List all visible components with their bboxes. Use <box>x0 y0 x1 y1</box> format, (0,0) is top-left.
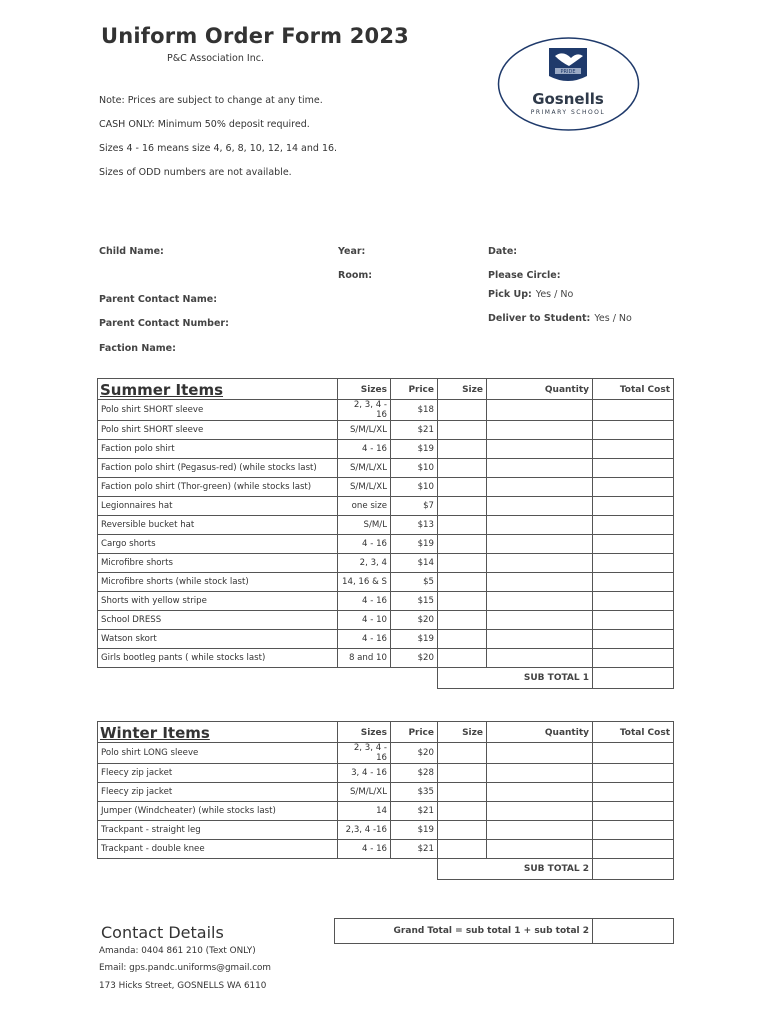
item-name: Microfibre shorts <box>98 554 338 573</box>
item-sizes: 3, 4 - 16 <box>338 764 391 783</box>
note-odd-sizes: Sizes of ODD numbers are not available. <box>99 167 292 178</box>
table-row <box>98 573 674 592</box>
item-price: $7 <box>391 497 438 516</box>
note-sizes: Sizes 4 - 16 means size 4, 6, 8, 10, 12, 14 and 16. <box>99 143 338 154</box>
deliver-options[interactable]: Yes / No <box>594 313 632 324</box>
please-circle-label: Please Circle: <box>488 270 561 281</box>
col-size: Size <box>438 379 487 400</box>
size-input-cell[interactable] <box>438 821 487 840</box>
item-name: Watson skort <box>98 630 338 649</box>
size-input-cell[interactable] <box>438 554 487 573</box>
item-sizes: 2,3, 4 -16 <box>338 821 391 840</box>
size-input-cell[interactable] <box>438 478 487 497</box>
col-price: Price <box>391 722 438 743</box>
size-input-cell[interactable] <box>438 459 487 478</box>
total-cost-cell[interactable] <box>593 821 674 840</box>
quantity-input-cell[interactable] <box>487 421 593 440</box>
table-row <box>98 592 674 611</box>
year-label: Year: <box>338 246 366 257</box>
grand-total-field[interactable] <box>593 919 674 944</box>
quantity-input-cell[interactable] <box>487 554 593 573</box>
item-price: $35 <box>391 783 438 802</box>
total-cost-cell[interactable] <box>593 535 674 554</box>
item-sizes: 4 - 16 <box>338 840 391 859</box>
quantity-input-cell[interactable] <box>487 400 593 421</box>
col-price: Price <box>391 379 438 400</box>
size-input-cell[interactable] <box>438 611 487 630</box>
pick-up-options[interactable]: Yes / No <box>535 289 574 300</box>
total-cost-cell[interactable] <box>593 478 674 497</box>
col-quantity: Quantity <box>487 722 593 743</box>
item-sizes: 4 - 16 <box>338 440 391 459</box>
item-sizes: 4 - 16 <box>338 535 391 554</box>
winter-items-table <box>97 721 674 880</box>
quantity-input-cell[interactable] <box>487 840 593 859</box>
form-title: Uniform Order Form 2023 <box>101 24 409 48</box>
faction-name-label: Faction Name: <box>99 343 176 354</box>
table-row <box>98 802 674 821</box>
item-name: Trackpant - straight leg <box>98 821 338 840</box>
size-input-cell[interactable] <box>438 497 487 516</box>
spacer <box>98 859 438 880</box>
note-prices: Note: Prices are subject to change at any time. <box>99 95 323 106</box>
summer-items-table <box>97 378 674 689</box>
item-name: Reversible bucket hat <box>98 516 338 535</box>
item-name: Shorts with yellow stripe <box>98 592 338 611</box>
date-label: Date: <box>488 246 518 257</box>
deliver-label: Deliver to Student: <box>488 313 591 324</box>
quantity-input-cell[interactable] <box>487 743 593 764</box>
subtotal-1-label: SUB TOTAL 1 <box>438 668 593 689</box>
size-input-cell[interactable] <box>438 440 487 459</box>
size-input-cell[interactable] <box>438 840 487 859</box>
size-input-cell[interactable] <box>438 764 487 783</box>
grand-total-table <box>334 918 674 944</box>
col-size: Size <box>438 722 487 743</box>
total-cost-cell[interactable] <box>593 516 674 535</box>
table-row <box>98 743 674 764</box>
total-cost-cell[interactable] <box>593 573 674 592</box>
item-name: Girls bootleg pants ( while stocks last) <box>98 649 338 668</box>
total-cost-cell[interactable] <box>593 421 674 440</box>
item-name: Cargo shorts <box>98 535 338 554</box>
total-cost-cell[interactable] <box>593 554 674 573</box>
table-row <box>98 783 674 802</box>
deliver-row <box>488 313 632 324</box>
item-price: $20 <box>391 649 438 668</box>
item-price: $19 <box>391 440 438 459</box>
size-input-cell[interactable] <box>438 630 487 649</box>
size-input-cell[interactable] <box>438 802 487 821</box>
total-cost-cell[interactable] <box>593 592 674 611</box>
item-name: Fleecy zip jacket <box>98 783 338 802</box>
col-quantity: Quantity <box>487 379 593 400</box>
item-sizes: 4 - 10 <box>338 611 391 630</box>
col-sizes: Sizes <box>338 722 391 743</box>
quantity-input-cell[interactable] <box>487 573 593 592</box>
item-sizes: 14 <box>338 802 391 821</box>
quantity-input-cell[interactable] <box>487 821 593 840</box>
total-cost-cell[interactable] <box>593 802 674 821</box>
parent-contact-number-label: Parent Contact Number: <box>99 318 229 329</box>
spacer <box>98 668 438 689</box>
item-price: $19 <box>391 630 438 649</box>
total-cost-cell[interactable] <box>593 440 674 459</box>
item-price: $15 <box>391 592 438 611</box>
item-sizes: 4 - 16 <box>338 592 391 611</box>
table-row <box>98 821 674 840</box>
table-row <box>98 764 674 783</box>
item-price: $10 <box>391 459 438 478</box>
summer-heading: Summer Items <box>98 379 338 400</box>
total-cost-cell[interactable] <box>593 400 674 421</box>
size-input-cell[interactable] <box>438 783 487 802</box>
quantity-input-cell[interactable] <box>487 592 593 611</box>
size-input-cell[interactable] <box>438 516 487 535</box>
total-cost-cell[interactable] <box>593 783 674 802</box>
size-input-cell[interactable] <box>438 400 487 421</box>
quantity-input-cell[interactable] <box>487 478 593 497</box>
quantity-input-cell[interactable] <box>487 630 593 649</box>
subtotal-2-field[interactable] <box>593 859 674 880</box>
item-sizes: 4 - 16 <box>338 630 391 649</box>
size-input-cell[interactable] <box>438 649 487 668</box>
table-row <box>98 649 674 668</box>
quantity-input-cell[interactable] <box>487 535 593 554</box>
total-cost-cell[interactable] <box>593 611 674 630</box>
quantity-input-cell[interactable] <box>487 611 593 630</box>
item-name: Polo shirt LONG sleeve <box>98 743 338 764</box>
size-input-cell[interactable] <box>438 535 487 554</box>
item-name: Polo shirt SHORT sleeve <box>98 400 338 421</box>
item-name: Fleecy zip jacket <box>98 764 338 783</box>
item-price: $28 <box>391 764 438 783</box>
logo-school-sub: PRIMARY SCHOOL <box>530 109 606 116</box>
item-name: Jumper (Windcheater) (while stocks last) <box>98 802 338 821</box>
note-cash: CASH ONLY: Minimum 50% deposit required. <box>99 119 310 130</box>
parent-contact-name-label: Parent Contact Name: <box>99 294 218 305</box>
size-input-cell[interactable] <box>438 743 487 764</box>
size-input-cell[interactable] <box>438 592 487 611</box>
item-sizes: S/M/L/XL <box>338 783 391 802</box>
table-row <box>98 400 674 421</box>
quantity-input-cell[interactable] <box>487 497 593 516</box>
total-cost-cell[interactable] <box>593 459 674 478</box>
item-price: $5 <box>391 573 438 592</box>
item-price: $21 <box>391 840 438 859</box>
subtotal-2-label: SUB TOTAL 2 <box>438 859 593 880</box>
logo-school-name: Gosnells <box>532 90 604 108</box>
item-price: $18 <box>391 400 438 421</box>
logo-banner: PRIDE <box>560 69 576 75</box>
item-name: Faction polo shirt (Thor-green) (while stocks last) <box>98 478 338 497</box>
subtotal-1-field[interactable] <box>593 668 674 689</box>
table-row <box>98 554 674 573</box>
total-cost-cell[interactable] <box>593 764 674 783</box>
item-price: $19 <box>391 535 438 554</box>
quantity-input-cell[interactable] <box>487 764 593 783</box>
total-cost-cell[interactable] <box>593 630 674 649</box>
item-name: Legionnaires hat <box>98 497 338 516</box>
contact-address: 173 Hicks Street, GOSNELLS WA 6110 <box>99 981 267 991</box>
item-price: $13 <box>391 516 438 535</box>
item-price: $21 <box>391 421 438 440</box>
quantity-input-cell[interactable] <box>487 649 593 668</box>
table-row <box>98 440 674 459</box>
quantity-input-cell[interactable] <box>487 783 593 802</box>
pick-up-label: Pick Up: <box>488 289 532 300</box>
size-input-cell[interactable] <box>438 421 487 440</box>
table-row <box>98 611 674 630</box>
item-name: Faction polo shirt <box>98 440 338 459</box>
item-price: $14 <box>391 554 438 573</box>
total-cost-cell[interactable] <box>593 497 674 516</box>
contact-title: Contact Details <box>101 923 224 942</box>
item-price: $20 <box>391 743 438 764</box>
item-sizes: 2, 3, 4 <box>338 554 391 573</box>
contact-email: Email: gps.pandc.uniforms@gmail.com <box>99 963 271 973</box>
item-name: Faction polo shirt (Pegasus-red) (while stocks last) <box>98 459 338 478</box>
item-name: Trackpant - double knee <box>98 840 338 859</box>
item-price: $19 <box>391 821 438 840</box>
table-row <box>98 421 674 440</box>
quantity-input-cell[interactable] <box>487 516 593 535</box>
pick-up-row <box>488 289 573 300</box>
item-price: $21 <box>391 802 438 821</box>
size-input-cell[interactable] <box>438 573 487 592</box>
quantity-input-cell[interactable] <box>487 459 593 478</box>
total-cost-cell[interactable] <box>593 840 674 859</box>
item-sizes: one size <box>338 497 391 516</box>
table-row <box>98 840 674 859</box>
item-sizes: S/M/L/XL <box>338 478 391 497</box>
table-row <box>98 516 674 535</box>
total-cost-cell[interactable] <box>593 649 674 668</box>
item-sizes: S/M/L/XL <box>338 421 391 440</box>
item-name: Microfibre shorts (while stock last) <box>98 573 338 592</box>
item-name: School DRESS <box>98 611 338 630</box>
quantity-input-cell[interactable] <box>487 802 593 821</box>
table-row <box>98 459 674 478</box>
item-sizes: 2, 3, 4 - 16 <box>338 743 391 764</box>
item-sizes: S/M/L/XL <box>338 459 391 478</box>
item-sizes: S/M/L <box>338 516 391 535</box>
item-sizes: 14, 16 & S <box>338 573 391 592</box>
col-total-cost: Total Cost <box>593 722 674 743</box>
col-sizes: Sizes <box>338 379 391 400</box>
table-row <box>98 497 674 516</box>
table-row <box>98 478 674 497</box>
room-label: Room: <box>338 270 373 281</box>
quantity-input-cell[interactable] <box>487 440 593 459</box>
item-name: Polo shirt SHORT sleeve <box>98 421 338 440</box>
school-logo <box>497 36 640 132</box>
col-total-cost: Total Cost <box>593 379 674 400</box>
winter-heading: Winter Items <box>98 722 338 743</box>
grand-total-label: Grand Total = sub total 1 + sub total 2 <box>335 919 593 944</box>
table-row <box>98 630 674 649</box>
item-sizes: 8 and 10 <box>338 649 391 668</box>
table-row <box>98 535 674 554</box>
item-price: $10 <box>391 478 438 497</box>
item-sizes: 2, 3, 4 - 16 <box>338 400 391 421</box>
association-name: P&C Association Inc. <box>167 53 264 64</box>
child-name-label: Child Name: <box>99 246 164 257</box>
item-price: $20 <box>391 611 438 630</box>
total-cost-cell[interactable] <box>593 743 674 764</box>
contact-phone: Amanda: 0404 861 210 (Text ONLY) <box>99 946 256 956</box>
